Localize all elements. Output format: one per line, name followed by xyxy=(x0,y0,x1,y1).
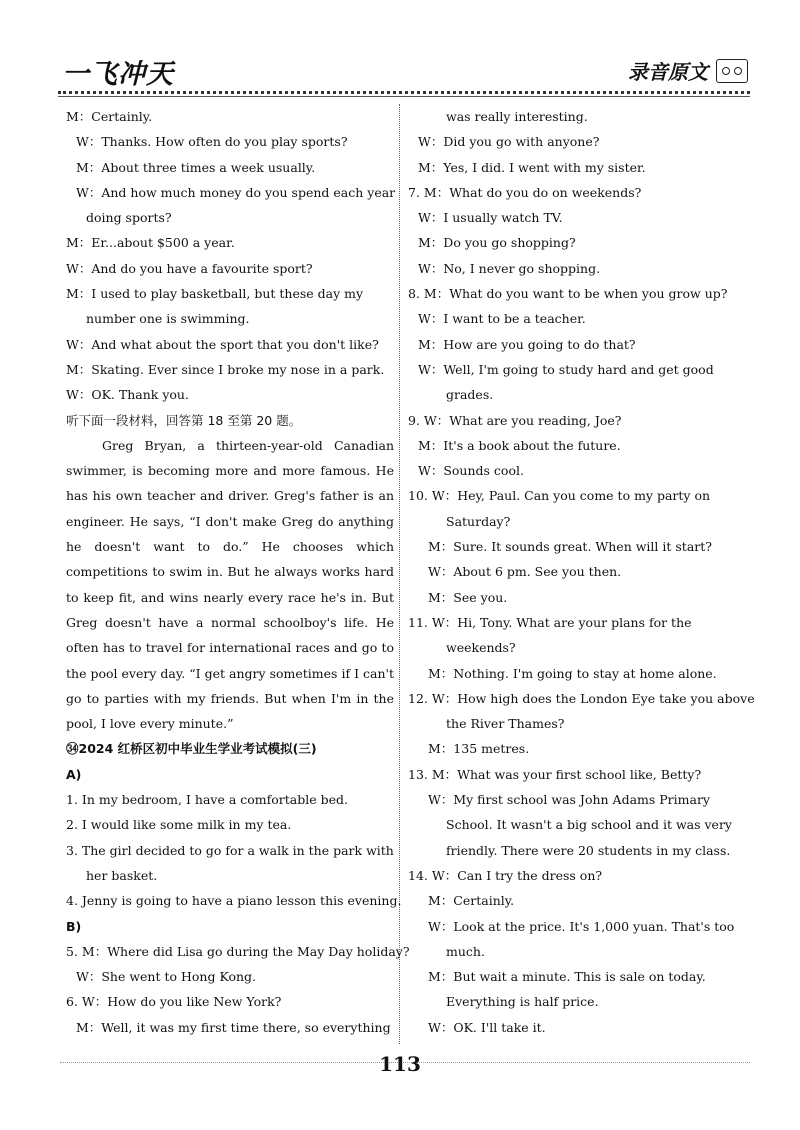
dialogue-line: W：OK. I'll take it. xyxy=(428,1019,546,1035)
dialogue-line: grades. xyxy=(446,387,494,403)
transcript-line: W：OK. Thank you. xyxy=(66,387,189,403)
transcript-line: W：Thanks. How often do you play sports? xyxy=(76,134,348,150)
header-dotted-rule xyxy=(58,91,750,94)
right-column xyxy=(408,104,755,1040)
header-section-title xyxy=(628,56,748,85)
dialogue-line: 10. W：Hey, Paul. Can you come to my party on xyxy=(408,488,711,504)
dialogue-line: M：Certainly. xyxy=(428,893,515,909)
dialogue-line: 11. W：Hi, Tony. What are your plans for the xyxy=(408,614,692,630)
dialogue-line: M：But wait a minute. This is sale on today. xyxy=(428,969,706,985)
dialogue-line: M：Nothing. I'm going to stay at home alone. xyxy=(428,665,717,681)
transcript-line: M：I used to play basketball, but these day my xyxy=(66,286,364,302)
dialogue-line: 5. M：Where did Lisa go during the May Day holiday? xyxy=(66,943,410,959)
dialogue-line: W：Look at the price. It's 1,000 yuan. That's too xyxy=(428,918,735,934)
dialogue-line: M：Yes, I did. I went with my sister. xyxy=(418,159,646,175)
passage-paragraph xyxy=(66,433,394,737)
transcript-line: W：And do you have a favourite sport? xyxy=(66,260,313,276)
dialogue-line: the River Thames? xyxy=(446,716,565,732)
dialogue-line: School. It wasn't a big school and it was very xyxy=(446,817,732,833)
dialogue-line: 14. W：Can I try the dress on? xyxy=(408,867,603,883)
dialogue-line: M：How are you going to do that? xyxy=(418,336,636,352)
cassette-icon xyxy=(716,59,748,83)
transcript-line: M：About three times a week usually. xyxy=(76,159,316,175)
sentence-item: 4. Jenny is going to have a piano lesson this evening. xyxy=(66,893,402,909)
dialogue-line: 6. W：How do you like New York? xyxy=(66,994,282,1010)
transcript-line: M：Er...about $500 a year. xyxy=(66,235,235,251)
dialogue-line: M：Do you go shopping? xyxy=(418,235,576,251)
dialogue-line: M：135 metres. xyxy=(428,741,530,757)
transcript-line: W：And what about the sport that you don't like? xyxy=(66,336,379,352)
dialogue-line: M：Sure. It sounds great. When will it start? xyxy=(428,539,712,555)
dialogue-line: 12. W：How high does the London Eye take you above xyxy=(408,690,755,706)
dialogue-line: Saturday? xyxy=(446,513,511,529)
dialogue-line: W：About 6 pm. See you then. xyxy=(428,564,622,580)
brand-logo: 一飞冲天 xyxy=(62,59,174,90)
header-title: 录音原文 xyxy=(628,60,708,84)
dialogue-line: W：Well, I'm going to study hard and get good xyxy=(418,361,714,377)
dialogue-line: 13. M：What was your first school like, Betty? xyxy=(408,766,702,782)
transcript-line: doing sports? xyxy=(86,210,172,226)
dialogue-line: 8. M：What do you want to be when you grow up? xyxy=(408,286,728,302)
dialogue-line: weekends? xyxy=(446,640,516,656)
header-rule xyxy=(58,96,750,97)
sentence-item: 2. I would like some milk in my tea. xyxy=(66,817,292,833)
passage-text: Greg Bryan, a thirteen-year-old Canadian swimmer, is becoming more and more famous. He has his own teacher and driver. Greg's father is an engineer. He says, “I don't make Greg do anything he doesn't want to do.” He chooses which competitions to swim in. But he always works hard to keep fit, and wins nearly every race he's in. But Greg doesn't have a normal schoolboy's life. He often has to travel for international races and go to the pool every day. “I get angry sometimes if I can't go to parties with my friends. But when I'm in the pool, I love every minute.” xyxy=(66,437,394,732)
part-label-a: A) xyxy=(66,766,82,782)
dialogue-line: M：It's a book about the future. xyxy=(418,437,621,453)
section-heading: ㉞2024 红桥区初中毕业生学业考试模拟(三) xyxy=(66,741,317,757)
sentence-item: her basket. xyxy=(86,867,158,883)
dialogue-line: W：No, I never go shopping. xyxy=(418,260,601,276)
dialogue-line: M：See you. xyxy=(428,589,508,605)
dialogue-line: 7. M：What do you do on weekends? xyxy=(408,184,642,200)
dialogue-line: W：I usually watch TV. xyxy=(418,210,563,226)
part-label-b: B) xyxy=(66,918,82,934)
dialogue-line: Everything is half price. xyxy=(446,994,599,1010)
transcript-line: number one is swimming. xyxy=(86,311,250,327)
dialogue-line: M：Well, it was my first time there, so everything xyxy=(76,1019,391,1035)
dialogue-line: was really interesting. xyxy=(446,109,588,124)
dialogue-line: W：She went to Hong Kong. xyxy=(76,969,257,985)
sentence-item: 1. In my bedroom, I have a comfortable bed. xyxy=(66,792,348,808)
left-column xyxy=(66,104,410,1040)
dialogue-line: W：Did you go with anyone? xyxy=(418,134,600,150)
transcript-line: M：Skating. Ever since I broke my nose in a park. xyxy=(66,361,385,377)
dialogue-line: friendly. There were 20 students in my class. xyxy=(446,842,731,858)
dialogue-line: W：I want to be a teacher. xyxy=(418,311,586,327)
transcript-line: W：And how much money do you spend each year xyxy=(76,184,396,200)
sentence-item: 3. The girl decided to go for a walk in the park with xyxy=(66,842,394,858)
dialogue-line: 9. W：What are you reading, Joe? xyxy=(408,412,622,428)
dialogue-line: much. xyxy=(446,943,485,959)
listening-instruction: 听下面一段材料，回答第 18 至第 20 题。 xyxy=(66,412,302,428)
dialogue-line: W：My first school was John Adams Primary xyxy=(428,792,710,808)
page-number: 113 xyxy=(379,1052,421,1076)
transcript-line: M：Certainly. xyxy=(66,109,153,124)
dialogue-line: W：Sounds cool. xyxy=(418,463,524,479)
